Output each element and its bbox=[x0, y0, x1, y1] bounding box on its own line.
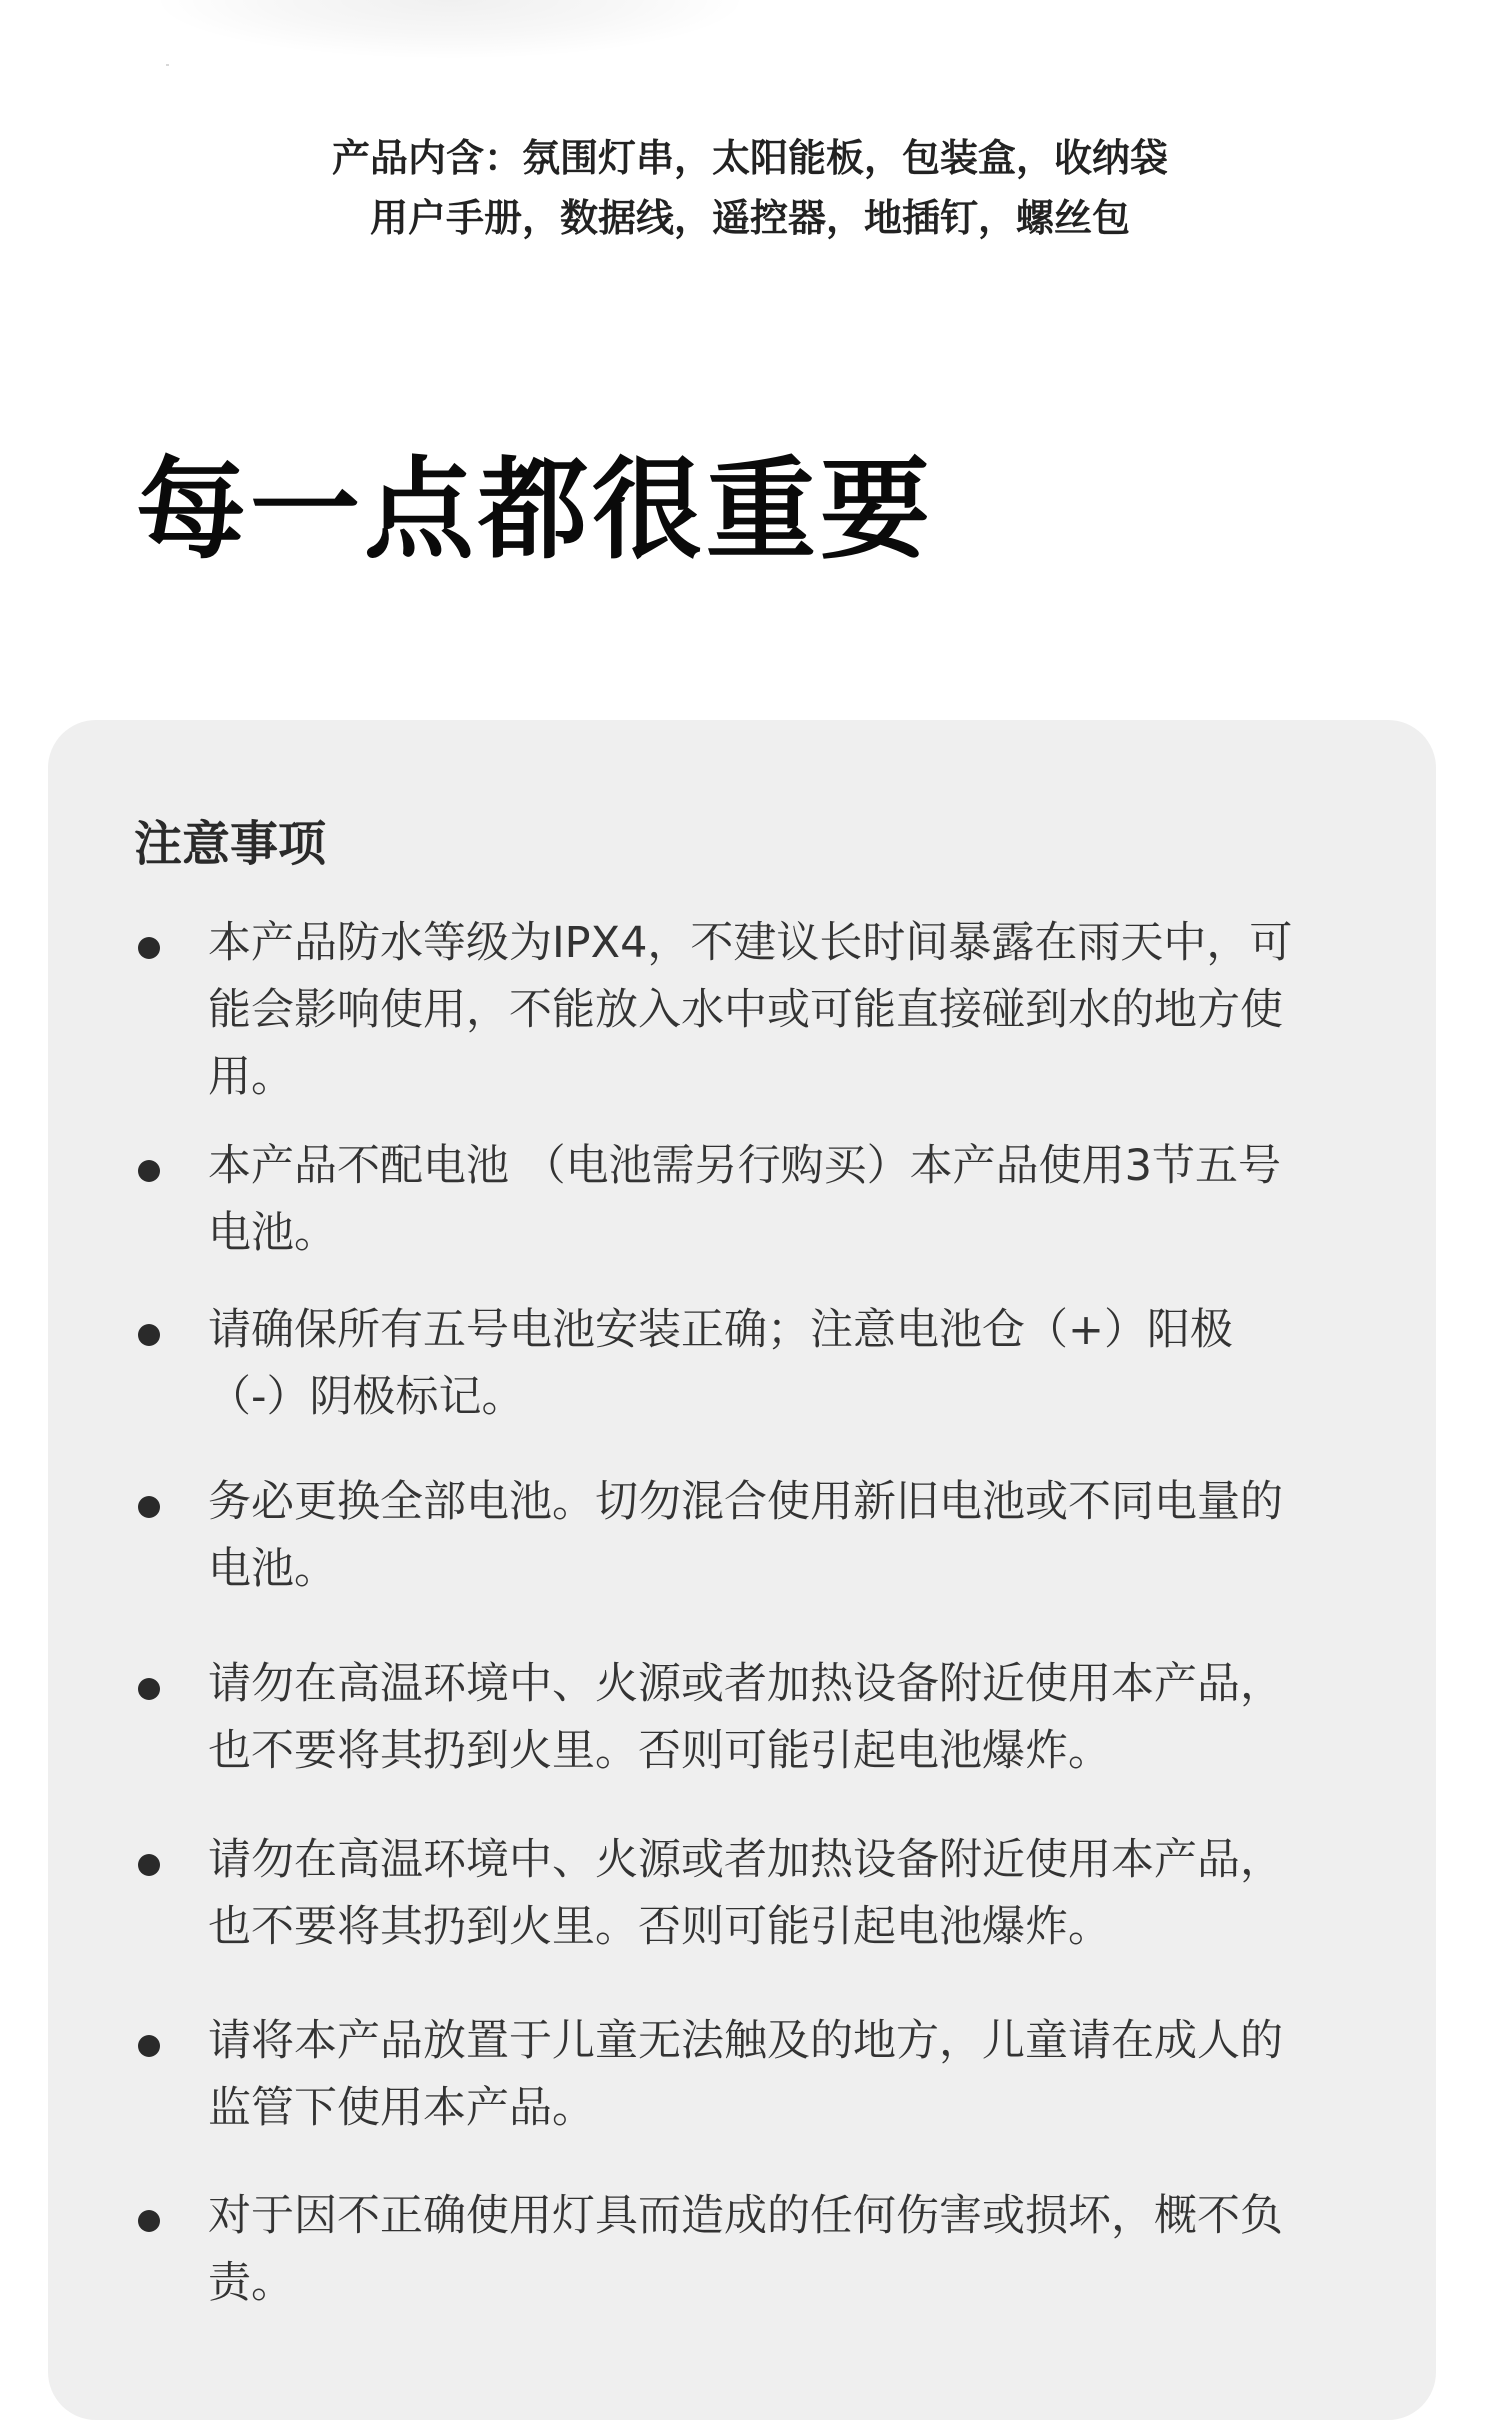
bullet-dot-icon bbox=[138, 2035, 160, 2057]
note-line: 对于因不正确使用灯具而造成的任何伤害或损坏，概不负 bbox=[208, 2191, 1283, 2241]
note-line: 务必更换全部电池。切勿混合使用新旧电池或不同电量的 bbox=[208, 1477, 1283, 1527]
image-speck bbox=[166, 64, 169, 66]
note-text bbox=[208, 1651, 1408, 1785]
note-line: 电池。 bbox=[208, 1208, 337, 1258]
note-line: 也不要将其扔到火里。否则可能引起电池爆炸。 bbox=[208, 1902, 1111, 1952]
bullet-dot-icon bbox=[138, 937, 160, 959]
note-line: 用。 bbox=[208, 1052, 294, 1102]
section-heading: 每一点都很重要 bbox=[136, 446, 934, 574]
note-text bbox=[208, 910, 1408, 1111]
note-text bbox=[208, 1133, 1408, 1267]
notes-title: 注意事项 bbox=[134, 816, 327, 872]
note-line: 请确保所有五号电池安装正确；注意电池仓（+）阳极 bbox=[208, 1305, 1234, 1355]
note-line: 请勿在高温环境中、火源或者加热设备附近使用本产品， bbox=[208, 1659, 1283, 1709]
note-line: 责。 bbox=[208, 2258, 294, 2308]
note-line: 监管下使用本产品。 bbox=[208, 2083, 595, 2133]
package-contents bbox=[0, 128, 1500, 248]
note-line: 本产品防水等级为IPX4，不建议长时间暴露在雨天中，可 bbox=[208, 918, 1293, 968]
package-contents-line-2: 用户手册，数据线，遥控器，地插钉，螺丝包 bbox=[369, 196, 1130, 240]
note-text bbox=[208, 1297, 1408, 1431]
note-line: 请勿在高温环境中、火源或者加热设备附近使用本产品， bbox=[208, 1835, 1283, 1885]
bullet-dot-icon bbox=[138, 1160, 160, 1182]
note-text bbox=[208, 2183, 1408, 2317]
note-line: 也不要将其扔到火里。否则可能引起电池爆炸。 bbox=[208, 1726, 1111, 1776]
note-text bbox=[208, 2008, 1408, 2142]
note-line: 能会影响使用，不能放入水中或可能直接碰到水的地方使 bbox=[208, 985, 1283, 1035]
note-line: 请将本产品放置于儿童无法触及的地方，儿童请在成人的 bbox=[208, 2016, 1283, 2066]
note-text bbox=[208, 1469, 1408, 1603]
bullet-dot-icon bbox=[138, 1324, 160, 1346]
bullet-dot-icon bbox=[138, 2210, 160, 2232]
note-line: （-）阴极标记。 bbox=[208, 1372, 525, 1422]
package-contents-line-1: 产品内含：氛围灯串，太阳能板，包装盒，收纳袋 bbox=[331, 136, 1168, 180]
product-image-shadow bbox=[150, 0, 750, 60]
bullet-dot-icon bbox=[138, 1854, 160, 1876]
note-line: 本产品不配电池 （电池需另行购买）本产品使用3节五号 bbox=[208, 1141, 1282, 1191]
note-line: 电池。 bbox=[208, 1544, 337, 1594]
bullet-dot-icon bbox=[138, 1496, 160, 1518]
note-text bbox=[208, 1827, 1408, 1961]
notes-card bbox=[48, 720, 1436, 2420]
bullet-dot-icon bbox=[138, 1678, 160, 1700]
